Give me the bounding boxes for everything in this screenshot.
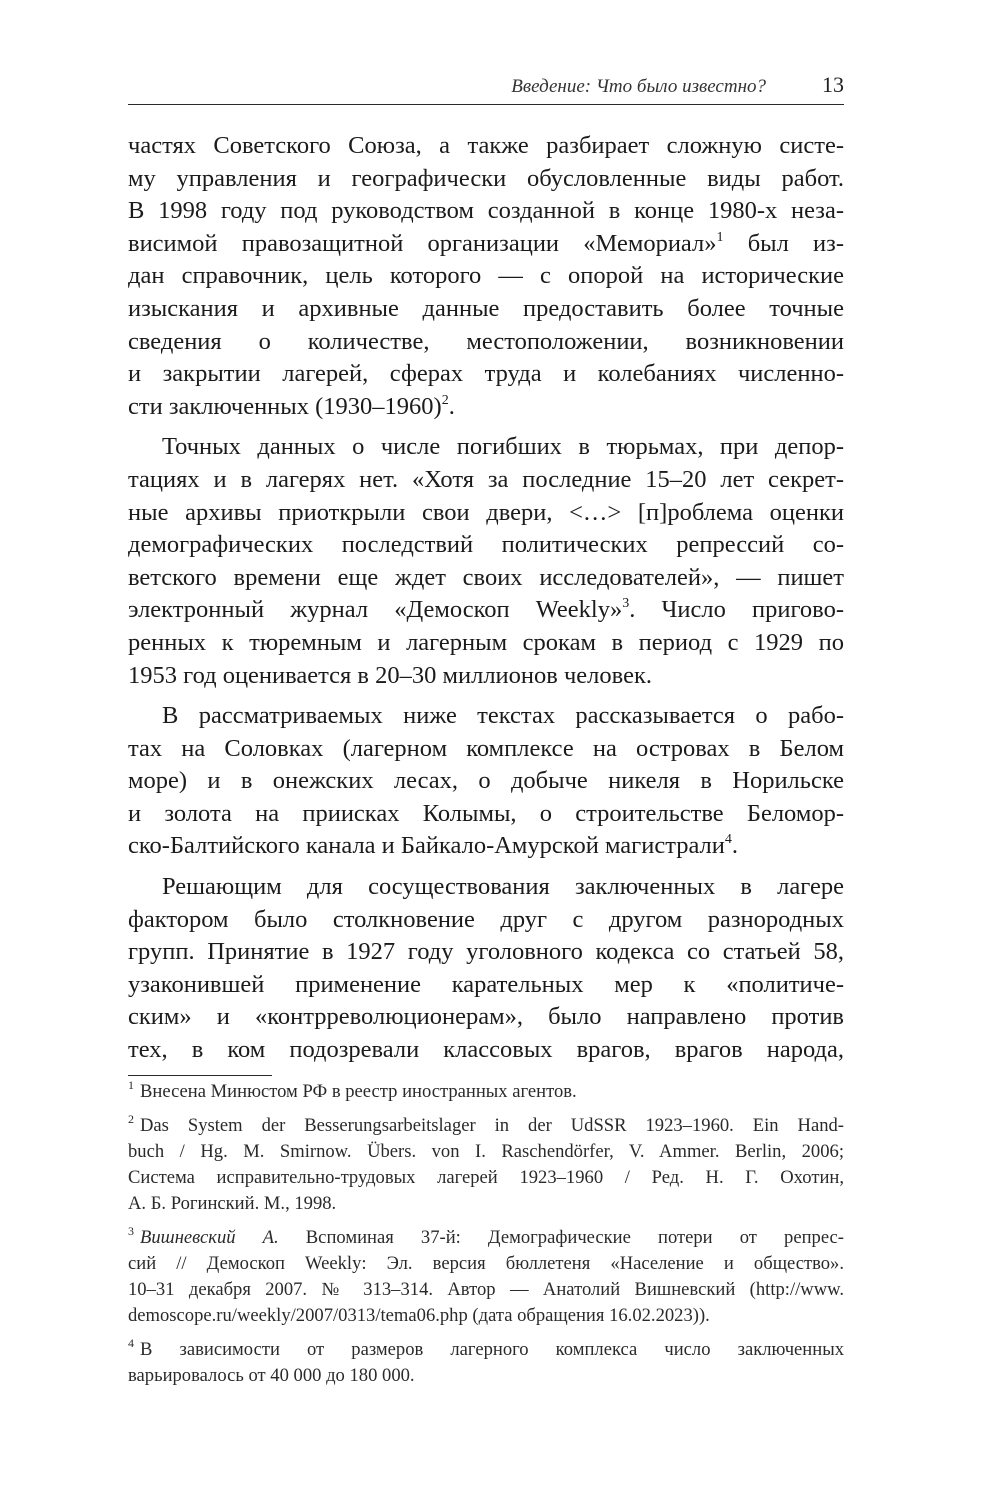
text-line: и золота на приисках Колымы, о строительстве Беломор- — [128, 799, 844, 827]
running-title: Введение: Что было известно? — [511, 76, 766, 97]
footnote-ref-4[interactable]: 4 — [724, 832, 732, 848]
text-line: тах на Соловках (лагерном комплексе на островах в Белом — [128, 734, 844, 762]
footnote-line — [128, 1225, 844, 1251]
text-line: тех, в ком подозревали классовых врагов, врагов народа, — [128, 1036, 844, 1064]
text-line: ветского времени еще ждет своих исследователей», — пишет — [128, 563, 844, 591]
footnote-line: Система исправительно-трудовых лагерей 1923–1960 / Ред. Н. Г. Охотин, — [128, 1167, 844, 1188]
paragraph-1 — [128, 130, 844, 423]
footnote-line: demoscope.ru/weekly/2007/0313/tema06.php (дата обращения 16.02.2023)). — [128, 1305, 710, 1326]
footnote-ref-2[interactable]: 2 — [441, 392, 449, 408]
paragraph-3 — [128, 700, 844, 863]
footnote-3 — [128, 1225, 844, 1329]
text-line: фактором было столкновение друг с другом разнородных — [128, 905, 844, 933]
footnote-mark: 3 — [128, 1224, 134, 1238]
page-number: 13 — [822, 72, 844, 97]
text-segment: . Число пригово- — [629, 596, 844, 624]
text-line: ренных к тюремным и лагерным срокам в период с 1929 по — [128, 628, 844, 656]
text-line: групп. Принятие в 1927 году уголовного кодекса со статьей 58, — [128, 938, 844, 966]
footnote-2 — [128, 1113, 844, 1217]
text-line: Точных данных о числе погибших в тюрьмах, при депор- — [162, 433, 844, 461]
footnote-line: buch / Hg. M. Smirnow. Übers. von I. Raschendörfer, V. Ammer. Berlin, 2006; — [128, 1141, 844, 1162]
text-line: ные архивы приоткрыли свои двери, <…> [п]роблема оценки — [128, 498, 844, 526]
text-line: частях Советского Союза, а также разбирает сложную систе- — [128, 132, 844, 159]
footnote-1 — [128, 1079, 844, 1105]
text-segment: был из- — [723, 229, 844, 257]
text-line: изыскания и архивные данные предоставить более точные — [128, 294, 844, 322]
text-segment: электронный журнал «Демоскоп Weekly» — [128, 596, 623, 624]
footnote-divider — [128, 1075, 272, 1076]
footnote-text: В зависимости от размеров лагерного комплекса число заключенных — [140, 1339, 844, 1360]
footnote-line — [128, 1079, 844, 1105]
text-line: дан справочник, цель которого — с опорой на исторические — [128, 262, 844, 290]
footnote-text: Вспоминая 37-й: Демографические потери от репрес- — [278, 1227, 844, 1248]
text-line: и закрытии лагерей, сферах труда и колебаниях численно- — [128, 360, 844, 388]
footnote-text: Das System der Besserungsarbeitslager in der UdSSR 1923–1960. Ein Hand- — [140, 1115, 844, 1136]
footnote-4 — [128, 1337, 844, 1389]
footnote-author: Вишневский А. — [140, 1227, 279, 1248]
text-segment: ско-Балтийского канала и Байкало-Амурской магистрали — [128, 832, 725, 860]
footnote-mark: 4 — [128, 1336, 134, 1350]
text-line: тациях и в лагерях нет. «Хотя за последние 15–20 лет секрет- — [128, 465, 844, 493]
text-segment: сти заключенных (1930–1960) — [128, 392, 442, 420]
footnote-line — [128, 1113, 844, 1139]
main-text — [128, 130, 844, 1075]
footnote-line: варьировалось от 40 000 до 180 000. — [128, 1365, 415, 1386]
text-line — [128, 228, 844, 261]
footnote-line: 10–31 декабря 2007. № 313–314. Автор — Анатолий Вишневский (http://www. — [128, 1279, 844, 1300]
text-line: В рассматриваемых ниже текстах рассказывается о рабо- — [162, 702, 844, 730]
footnote-ref-1[interactable]: 1 — [716, 229, 724, 245]
footnotes — [128, 1079, 844, 1397]
text-line: Решающим для сосуществования заключенных в лагере — [162, 873, 844, 901]
footnote-mark: 1 — [128, 1078, 134, 1092]
text-line: узаконившей применение карательных мер к «политиче- — [128, 970, 844, 998]
text-line — [128, 830, 844, 863]
text-segment: . — [448, 392, 455, 420]
running-header — [128, 70, 844, 105]
footnote-ref-3[interactable]: 3 — [622, 596, 630, 612]
text-line: В 1998 году под руководством созданной в конце 1980-х неза- — [128, 197, 844, 225]
paragraph-2 — [128, 431, 844, 692]
text-line: демографических последствий политических репрессий со- — [128, 531, 844, 559]
footnote-line — [128, 1337, 844, 1363]
text-line — [128, 391, 844, 424]
footnote-mark: 2 — [128, 1112, 134, 1126]
paragraph-4 — [128, 871, 844, 1067]
text-line: море) и в онежских лесах, о добыче никеля в Норильске — [128, 767, 844, 795]
footnote-line: А. Б. Рогинский. М., 1998. — [128, 1193, 337, 1214]
text-line: му управления и географически обусловленные виды работ. — [128, 164, 844, 192]
text-segment: . — [731, 832, 739, 860]
text-line: сведения о количестве, местоположении, возникновении — [128, 327, 844, 355]
text-line — [128, 594, 844, 627]
footnote-text: Внесена Минюстом РФ в реестр иностранных агентов. — [140, 1081, 577, 1102]
text-line: 1953 год оценивается в 20–30 миллионов человек. — [128, 661, 652, 689]
text-line: ским» и «контрреволюционерам», было направлено против — [128, 1003, 844, 1031]
text-segment: висимой правозащитной организации «Мемориал» — [128, 229, 717, 257]
footnote-line: сий // Демоскоп Weekly: Эл. версия бюллетеня «Население и общество». — [128, 1253, 844, 1274]
